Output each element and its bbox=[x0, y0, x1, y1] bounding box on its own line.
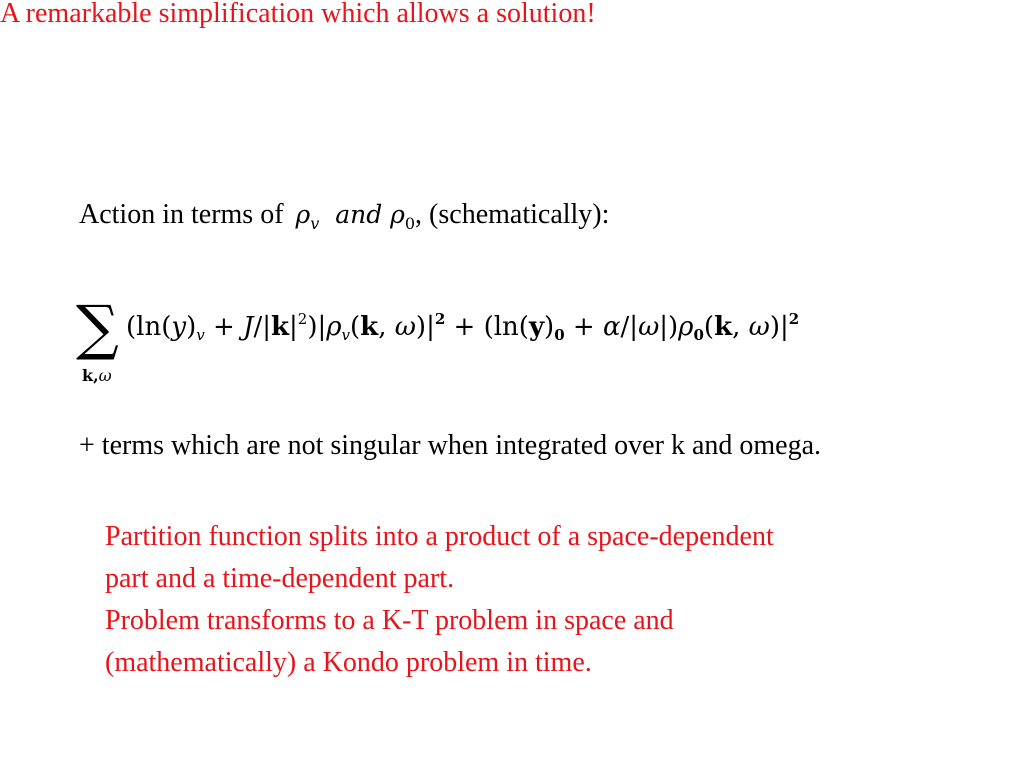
formula-term: ω bbox=[638, 312, 660, 342]
formula-term: ρ bbox=[678, 312, 694, 342]
formula-term: | bbox=[289, 312, 298, 342]
conclusion-block bbox=[105, 516, 774, 684]
formula-term: ( bbox=[350, 312, 361, 342]
rho-letter: ρ bbox=[295, 200, 311, 229]
formula-term: v bbox=[196, 326, 205, 344]
formula-term: y bbox=[528, 312, 545, 342]
conclusion-line: Problem transforms to a K-T problem in space and bbox=[105, 605, 674, 636]
formula-term: /| bbox=[253, 312, 271, 342]
rho-letter: ρ bbox=[390, 200, 405, 229]
formula-term: ρ bbox=[326, 312, 342, 342]
formula-term: + bbox=[204, 312, 244, 342]
formula-term: ) bbox=[186, 312, 197, 342]
conclusion-line: part and a time-dependent part. bbox=[105, 563, 455, 594]
action-suffix: , (schematically): bbox=[415, 199, 610, 230]
formula-term: 2 bbox=[434, 310, 446, 328]
summation-symbol: ∑ bbox=[76, 293, 119, 363]
formula-term: , bbox=[378, 312, 395, 342]
sum-sub-k: k bbox=[82, 366, 94, 385]
and-word: and bbox=[335, 200, 383, 229]
action-prefix: Action in terms of bbox=[79, 199, 284, 230]
formula-term: 0 bbox=[693, 326, 704, 344]
rho-v-subscript: v bbox=[310, 214, 320, 233]
formula-term: k bbox=[714, 312, 733, 342]
formula-term: + bbox=[564, 312, 603, 342]
formula-term: )| bbox=[769, 312, 789, 342]
formula-term: 2 bbox=[297, 310, 308, 328]
formula-term: /| bbox=[620, 312, 639, 342]
action-line bbox=[79, 199, 610, 233]
formula-term: + (ln( bbox=[445, 312, 529, 342]
formula-term: J bbox=[243, 312, 254, 342]
formula-term: y bbox=[171, 312, 187, 342]
rho-0-subscript: 0 bbox=[404, 214, 416, 233]
formula-term: ) bbox=[544, 312, 555, 342]
formula-term: v bbox=[341, 326, 351, 344]
formula-term: ω bbox=[748, 312, 770, 342]
formula-term: ( bbox=[703, 312, 715, 342]
sum-sub-omega: ω bbox=[98, 366, 112, 385]
formula-term: |) bbox=[659, 312, 679, 342]
formula-term: (ln( bbox=[126, 312, 172, 342]
formula-term: k bbox=[271, 312, 290, 342]
formula-term: , bbox=[732, 312, 749, 342]
nonsingular-terms-line: + terms which are not singular when integrated over k and omega. bbox=[79, 430, 821, 461]
summation-subscript bbox=[82, 366, 112, 385]
formula-term: α bbox=[602, 312, 621, 342]
slide-headline: A remarkable simplification which allows a solution! bbox=[0, 0, 596, 29]
conclusion-line: (mathematically) a Kondo problem in time. bbox=[105, 647, 592, 678]
formula-term: 0 bbox=[554, 326, 565, 344]
rho-v-symbol bbox=[295, 200, 416, 233]
formula-term: )| bbox=[307, 312, 327, 342]
conclusion-line: Partition function splits into a product of a space-dependent bbox=[105, 521, 774, 552]
formula-term: k bbox=[360, 312, 379, 342]
formula-term: ω bbox=[394, 312, 416, 342]
formula-body bbox=[126, 312, 799, 343]
formula-term: )| bbox=[415, 312, 435, 342]
formula-term: 2 bbox=[788, 310, 800, 328]
sum-sub-comma: , bbox=[93, 366, 99, 385]
action-formula bbox=[76, 293, 966, 398]
